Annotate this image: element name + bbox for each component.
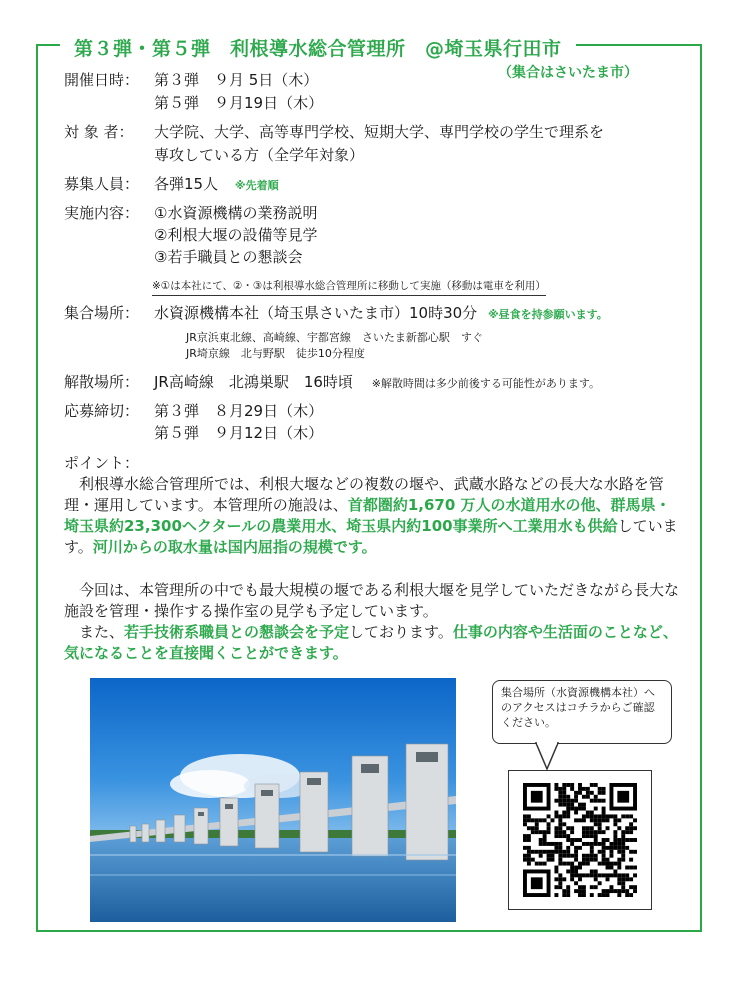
recruit-note: ※先着順: [234, 179, 279, 192]
meeting-access-2: JR埼京線 北与野駅 徒歩10分程度: [186, 347, 365, 360]
deadline-label: 応募締切：: [64, 402, 140, 420]
meeting-label: 集合場所：: [64, 304, 140, 322]
deadline-row: [64, 401, 323, 422]
dismissal-value: JR高崎線 北鴻巣駅 16時頃: [154, 373, 353, 391]
point-p3-highlight-2: 仕事の内容や生活面のことなど、気になることを直接聞くことができます。: [64, 623, 678, 662]
target-line-1: 大学院、大学、高等専門学校、短期大学、専門学校の学生で理系を: [154, 123, 605, 141]
page-title: 第３弾・第５弾 利根導水総合管理所 @埼玉県行田市: [60, 34, 576, 61]
meeting-access-1: JR京浜東北線、高崎線、宇都宮線 さいたま新都心駅 すぐ: [186, 331, 483, 344]
dismissal-row: [64, 372, 600, 394]
recruit-label: 募集人員：: [64, 175, 140, 193]
point-p1-text-2: しています。: [64, 517, 678, 556]
content-row: [64, 203, 317, 224]
meeting-value: 水資源機構本社（埼玉県さいたま市）10時30分: [154, 304, 478, 322]
target-label: 対 象 者：: [64, 123, 134, 141]
deadline-line-1: 第３弾 ８月29日（木）: [154, 402, 324, 420]
target-line-2: 専攻している方（全学年対象）: [154, 146, 365, 164]
content-item-1: ①水資源機構の業務説明: [154, 204, 318, 222]
schedule-line-1: 第３弾 ９月 5日（木）: [154, 71, 319, 89]
point-p1-text: 利根導水総合管理所では、利根大堰などの複数の堰や、武蔵水路などの長大な水路を管理・運用しています。本管理所の施設は、: [64, 475, 664, 514]
dismissal-label: 解散場所：: [64, 373, 140, 391]
schedule-row: [64, 70, 318, 91]
point-p3-text-2: しております。: [349, 623, 453, 641]
page-subtitle: （集合はさいたま市）: [498, 65, 638, 81]
weir-photo: [90, 678, 456, 922]
point-paragraph-3: [64, 622, 684, 664]
point-label: ポイント：: [64, 454, 140, 472]
content-item-2: ②利根大堰の設備等見学: [154, 226, 318, 244]
content-item-3: ③若手職員との懇談会: [154, 248, 303, 266]
qr-code-icon[interactable]: [523, 783, 637, 897]
content-label: 実施内容：: [64, 204, 140, 222]
point-p1-highlight-2: 河川からの取水量は国内屈指の規模です。: [92, 538, 377, 556]
deadline-line-2: 第５弾 ９月12日（木）: [154, 424, 324, 442]
point-paragraph-1: [64, 474, 684, 558]
schedule-line-2: 第５弾 ９月19日（木）: [154, 94, 324, 112]
point-p1-highlight: 首都圏約1,670 万人の水道用水の他、群馬県・埼玉県約23,300ヘクタールの農業用水、埼玉県内約100事業所へ工業用水も供給: [64, 496, 671, 535]
schedule-label: 開催日時：: [64, 71, 140, 89]
content-note: ※①は本社にて、②・③は利根導水総合管理所に移動して実施（移動は電車を利用）: [152, 278, 546, 296]
qr-code-box[interactable]: [508, 770, 652, 910]
meeting-row: [64, 303, 608, 325]
meeting-note: ※昼食を持参願います。: [487, 308, 608, 321]
target-row: [64, 122, 604, 143]
callout-pointer: [532, 742, 562, 772]
point-p3-text: また、: [79, 623, 125, 641]
point-p3-highlight: 若手技術系職員との懇談会を予定: [124, 623, 350, 641]
access-callout: 集合場所（水資源機構本社）へのアクセスはコチラからご確認ください。: [492, 680, 672, 744]
recruit-value: 各弾15人: [154, 175, 219, 193]
recruit-row: [64, 174, 279, 196]
point-paragraph-2: 今回は、本管理所の中でも最大規模の堰である利根大堰を見学していただきながら長大な施設を管理・操作する操作室の見学も予定しています。: [64, 581, 680, 620]
dismissal-note: ※解散時間は多少前後する可能性があります。: [371, 377, 601, 390]
